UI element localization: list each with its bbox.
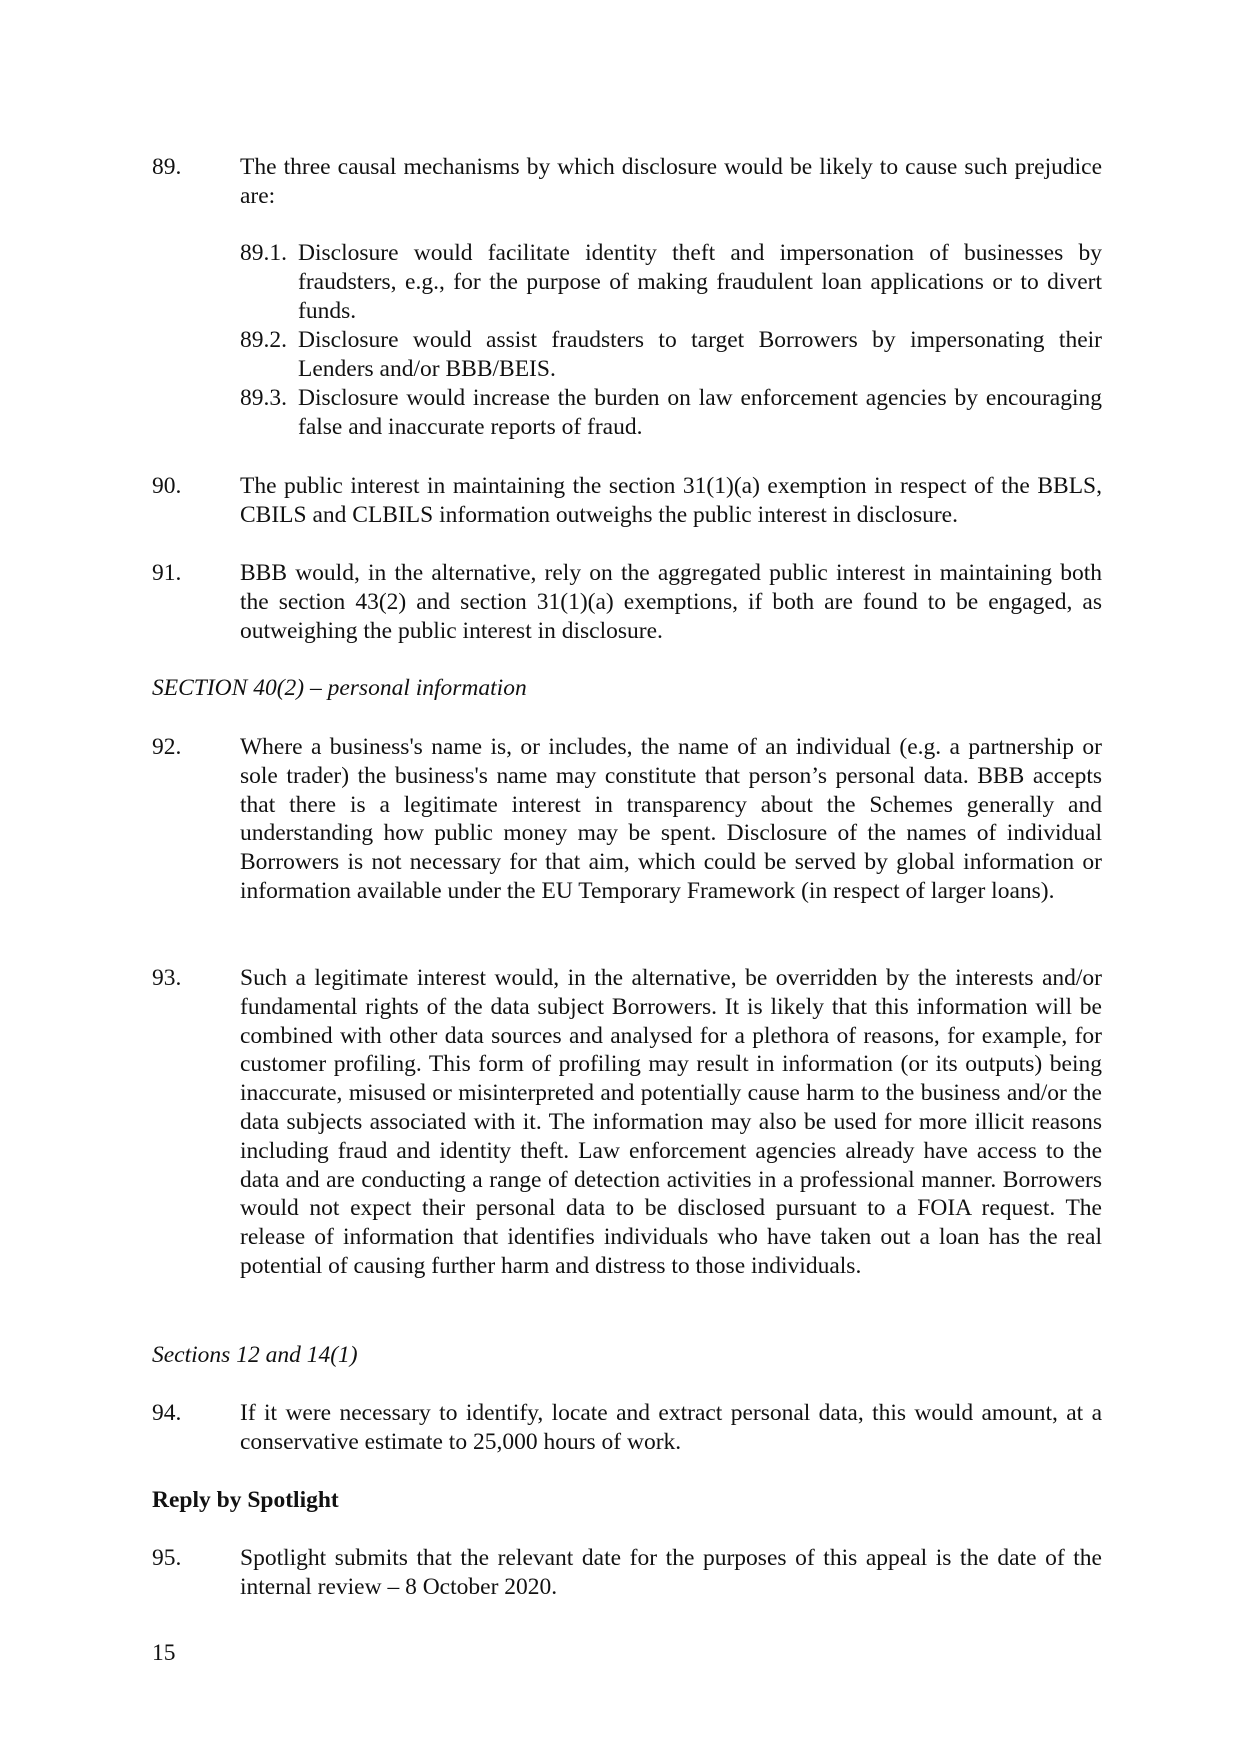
page-number: 15 [152, 1640, 176, 1666]
subparagraph-89-1 [240, 239, 1102, 325]
paragraph-number: 95. [152, 1545, 182, 1571]
section-heading-12-14: Sections 12 and 14(1) [152, 1342, 358, 1368]
paragraph-text: BBB would, in the alternative, rely on the aggregated public interest in maintaining both the section 43(2) and section 31(1)(a) exemptions, if both are found to be engaged, as outweighing the public interest in disclosure. [240, 560, 1102, 644]
paragraph-90 [152, 472, 1102, 530]
section-heading-reply-by-spotlight: Reply by Spotlight [152, 1487, 339, 1513]
paragraph-92 [152, 733, 1102, 906]
paragraph-95 [152, 1544, 1102, 1602]
subparagraph-number: 89.1. [240, 240, 287, 266]
paragraph-text: If it were necessary to identify, locate and extract personal data, this would amount, at a conservative estimate to 25,000 hours of work. [240, 1400, 1102, 1455]
paragraph-text: Where a business's name is, or includes, the name of an individual (e.g. a partnership or sole trader) the business's name may constitute that person’s personal data. BBB accepts that there is a legitimate interest in transparency about the Schemes generally and understanding how public money may be spent. Disclosure of the names of individual Borrowers is not necessary for that aim, which could be served by global information or information available under the EU Temporary Framework (in respect of larger loans). [240, 734, 1102, 904]
subparagraph-number: 89.3. [240, 385, 287, 411]
subparagraph-89-2 [240, 326, 1102, 384]
paragraph-94 [152, 1399, 1102, 1457]
subparagraph-number: 89.2. [240, 327, 287, 353]
paragraph-text: Such a legitimate interest would, in the alternative, be overridden by the interests and/or fundamental rights of the data subject Borrowers. It is likely that this information will be combined with other data sources and analysed for a plethora of reasons, for example, for customer profiling. This form of profiling may result in information (or its outputs) being inaccurate, misused or misinterpreted and potentially cause harm to the business and/or the data subjects associated with it. The information may also be used for more illicit reasons including fraud and identity theft. Law enforcement agencies already have access to the data and are conducting a range of detection activities in a professional manner. Borrowers would not expect their personal data to be disclosed pursuant to a FOIA request. The release of information that identifies individuals who have taken out a loan has the real potential of causing further harm and distress to those individuals. [240, 965, 1102, 1279]
paragraph-number: 93. [152, 965, 182, 991]
paragraph-91 [152, 559, 1102, 645]
paragraph-93 [152, 964, 1102, 1281]
paragraph-number: 94. [152, 1400, 182, 1426]
paragraph-number: 91. [152, 560, 182, 586]
subparagraph-89-3 [240, 384, 1102, 442]
subparagraph-text: Disclosure would facilitate identity theft and impersonation of businesses by fraudsters, e.g., for the purpose of making fraudulent loan applications or to divert funds. [298, 240, 1102, 324]
paragraph-number: 89. [152, 154, 182, 180]
paragraph-89 [152, 153, 1102, 211]
paragraph-number: 92. [152, 734, 182, 760]
section-heading-40-2: SECTION 40(2) – personal information [152, 675, 527, 701]
subparagraph-text: Disclosure would increase the burden on law enforcement agencies by encouraging false and inaccurate reports of fraud. [298, 385, 1102, 440]
paragraph-text: The three causal mechanisms by which disclosure would be likely to cause such prejudice are: [240, 154, 1102, 209]
paragraph-number: 90. [152, 473, 182, 499]
paragraph-text: Spotlight submits that the relevant date for the purposes of this appeal is the date of the internal review – 8 October 2020. [240, 1545, 1102, 1600]
subparagraph-text: Disclosure would assist fraudsters to target Borrowers by impersonating their Lenders and/or BBB/BEIS. [298, 327, 1102, 382]
paragraph-text: The public interest in maintaining the section 31(1)(a) exemption in respect of the BBLS, CBILS and CLBILS information outweighs the public interest in disclosure. [240, 473, 1102, 528]
